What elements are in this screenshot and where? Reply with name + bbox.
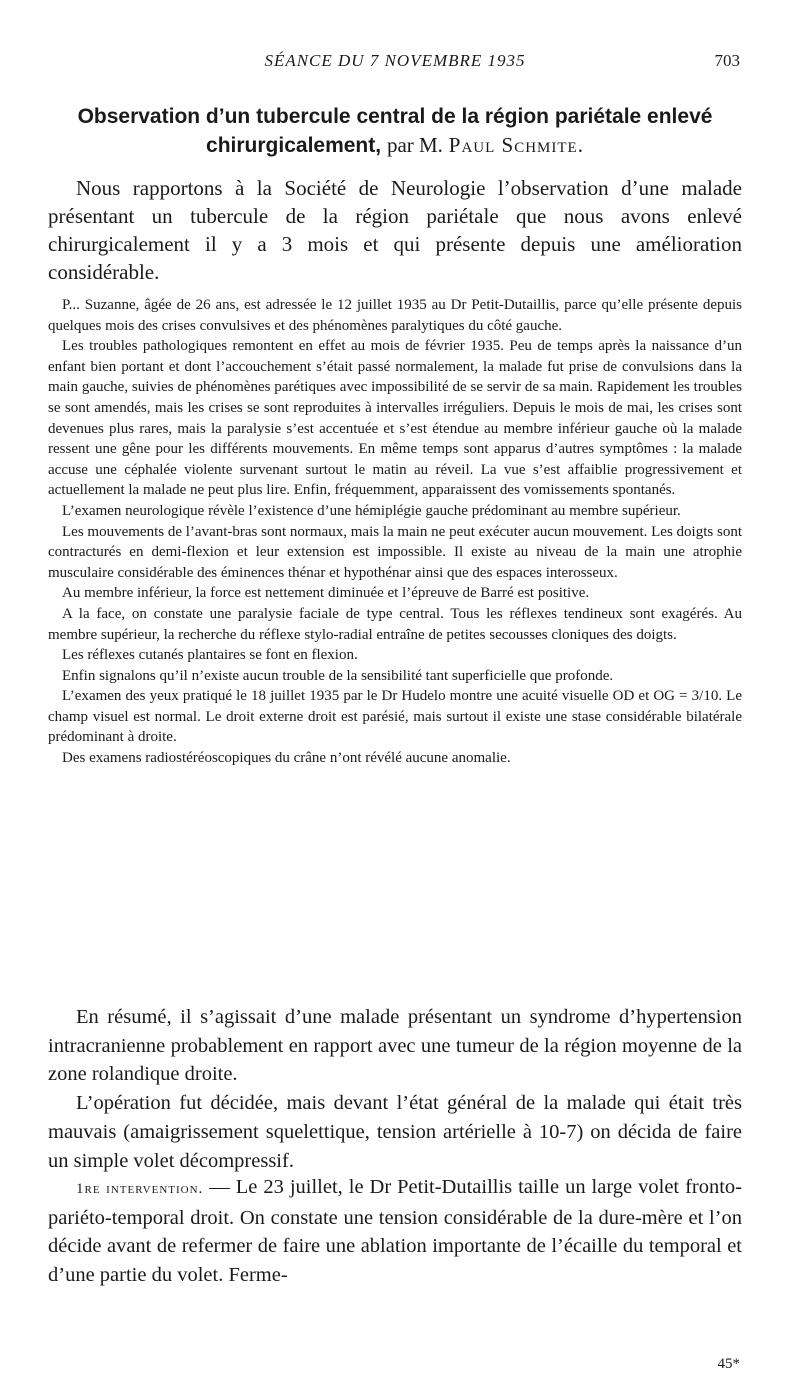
- case-paragraph: Les mouvements de l’avant-bras sont normaux, mais la main ne peut exécuter aucun mouvement. Les doigts sont contracturés en demi-flexion et leur extension est impossible. Il existe au niveau de la main une atrophie musculaire considérable des éminences thénar et hypothénar ainsi que des espaces interosseux.: [48, 523, 742, 581]
- summary-paragraph: L’opération fut décidée, mais devant l’état général de la malade qui était très mauvais (amaigrissement squelettique, tension artérielle à 10-7) on décida de faire un simple volet décompressif.: [48, 1092, 742, 1172]
- running-head: [48, 51, 742, 75]
- intervention-section: [48, 1173, 742, 1290]
- article-author: Paul Schmite.: [448, 133, 584, 157]
- intervention-paragraph: [48, 1173, 742, 1290]
- case-paragraph: A la face, on constate une paralysie faciale de type central. Tous les réflexes tendineux sont exagérés. Au membre supérieur, la recherche du réflexe stylo-radial entraîne de petites secousses cloniques des doigts.: [48, 605, 742, 643]
- summary-paragraph: En résumé, il s’agissait d’une malade présentant un syndrome d’hypertension intracranienne probablement en rapport avec une tumeur de la région moyenne de la zone rolandique droite.: [48, 1006, 742, 1086]
- intervention-text: — Le 23 juillet, le Dr Petit-Dutaillis taille un large volet fronto-pariéto-temporal droit. On constate une tension considérable de la dure-mère et l’on décide avant de refermer de faire une ablation importante de l’écaille du temporal et d’une partie du volet. Ferme-: [48, 1176, 743, 1287]
- case-paragraph: Au membre inférieur, la force est nettement diminuée et l’épreuve de Barré est positive.: [62, 585, 590, 602]
- summary-section: [48, 1003, 742, 1175]
- intro-section: [48, 174, 742, 286]
- case-paragraph: Les troubles pathologiques remontent en effet au mois de février 1935. Peu de temps après la naissance d’un enfant bien portant et dont l’accouchement s’était passé normalement, la malade fut prise de convulsions dans la main gauche, suivies de phénomènes parétiques avec impossibilité de se servir de sa main. Rapidement les troubles se sont amendés, mais les crises se sont reproduites à intervalles irréguliers. Depuis le mois de mai, les crises sont devenues plus rares, mais la paralysie s’est accentuée et s’est étendue au membre inférieur gauche où la malade ressent une gêne pour les différents mouvements. En même temps sont apparus d’autres symptômes : la malade accuse une céphalée violente survenant surtout le matin au réveil. La vue s’est affaiblie progressivement et actuellement la malade ne peut plus lire. Enfin, fréquemment, apparaissent des vomissements spontanés.: [48, 338, 742, 499]
- intro-paragraph: Nous rapportons à la Société de Neurologie l’observation d’une malade présentant un tubercule de la région pariétale que nous avons enlevé chirurgicalement il y a 3 mois et qui présente depuis une amélioration considérable.: [48, 176, 742, 284]
- article-title-text: Observation d’un tubercule central de la région pariétale enlevé chirurgicalement,: [77, 105, 713, 157]
- article-title: [48, 103, 742, 160]
- running-title: SÉANCE DU 7 NOVEMBRE 1935: [264, 51, 526, 70]
- case-paragraph: L’examen neurologique révèle l’existence d’une hémiplégie gauche prédominant au membre supérieur.: [62, 502, 681, 519]
- page-number: 703: [714, 51, 740, 70]
- case-report-section: [48, 295, 742, 769]
- signature-mark: 45*: [717, 1356, 740, 1372]
- case-paragraph: Les réflexes cutanés plantaires se font en flexion.: [62, 647, 358, 664]
- case-paragraph: Enfin signalons qu’il n’existe aucun trouble de la sensibilité tant superficielle que profonde.: [62, 667, 614, 684]
- intervention-label: 1re intervention.: [76, 1181, 204, 1197]
- case-paragraph: Des examens radiostéréoscopiques du crâne n’ont révélé aucune anomalie.: [62, 750, 511, 767]
- article-by: par M.: [386, 133, 443, 157]
- case-paragraph: P... Suzanne, âgée de 26 ans, est adressée le 12 juillet 1935 au Dr Petit-Dutaillis, parce qu’elle présente depuis quelques mois des crises convulsives et des phénomènes paralytiques du côté gauche.: [48, 297, 742, 334]
- case-paragraph: L’examen des yeux pratiqué le 18 juillet 1935 par le Dr Hudelo montre une acuité visuelle OD et OG = 3/10. Le champ visuel est normal. Le droit externe droit est parésié, mais surtout il existe une stase considérable bilatérale prédominant à droite.: [48, 688, 742, 746]
